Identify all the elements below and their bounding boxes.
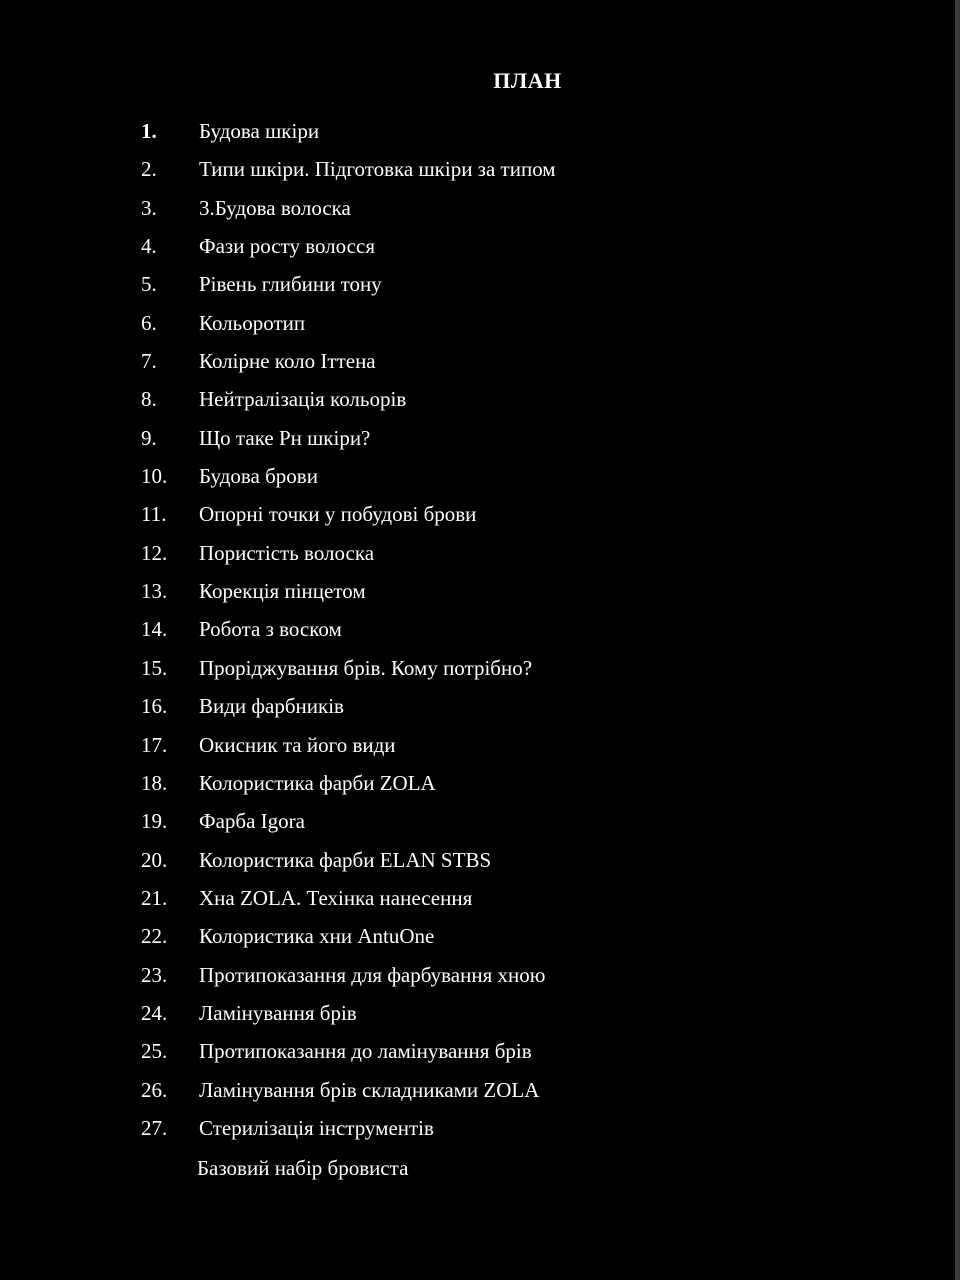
- list-item: [0, 457, 955, 495]
- item-label: Колірне коло Іттена: [199, 349, 376, 374]
- list-item: [0, 649, 955, 687]
- item-number: 26.: [141, 1077, 168, 1102]
- item-number: 18.: [141, 770, 168, 795]
- item-label: Протипоказання до ламінування брів: [199, 1039, 532, 1064]
- item-label: Типи шкіри. Підготовка шкіри за типом: [199, 157, 556, 182]
- item-number: 22.: [141, 924, 168, 949]
- item-label: Фази росту волосся: [199, 234, 375, 259]
- item-label: Нейтралізація кольорів: [199, 387, 407, 412]
- list-item: [0, 265, 955, 303]
- item-number: 16.: [141, 694, 168, 719]
- item-label: Колористика хни AntuOne: [199, 924, 435, 949]
- list-item: [0, 342, 955, 380]
- item-number: 2.: [141, 157, 157, 182]
- item-number: 10.: [141, 464, 168, 489]
- item-number: 4.: [141, 234, 157, 259]
- item-number: 6.: [141, 310, 157, 335]
- item-number: 5.: [141, 272, 157, 297]
- item-label: Робота з воском: [199, 617, 342, 642]
- list-item: [0, 534, 955, 572]
- item-label: Хна ZOLA. Техінка нанесення: [199, 885, 473, 910]
- item-label: Ламінування брів складниками ZOLA: [199, 1077, 540, 1102]
- item-number: 25.: [141, 1039, 168, 1064]
- list-item: [0, 150, 955, 188]
- item-number: 9.: [141, 425, 157, 450]
- item-label: Протипоказання для фарбування хною: [199, 962, 546, 987]
- item-number: 12.: [141, 540, 168, 565]
- item-number: 8.: [141, 387, 157, 412]
- item-label: Що таке Рн шкіри?: [199, 425, 371, 450]
- item-label: Будова брови: [199, 464, 318, 489]
- item-number: 23.: [141, 962, 168, 987]
- list-item: [0, 1071, 955, 1109]
- item-label: Пористість волоска: [199, 540, 375, 565]
- extra-line: Базовий набір бровиста: [197, 1156, 409, 1180]
- list-item: [0, 495, 955, 533]
- list-item: [0, 227, 955, 265]
- item-number: 3.: [141, 195, 157, 220]
- list-item: [0, 994, 955, 1032]
- item-number: 17.: [141, 732, 168, 757]
- list-item: [0, 917, 955, 955]
- item-label: Будова шкіри: [199, 119, 320, 143]
- item-number: 13.: [141, 579, 168, 604]
- plan-list: [0, 112, 955, 1147]
- item-label: Ламінування брів: [199, 1000, 357, 1025]
- list-item: [0, 764, 955, 802]
- item-label: 3.Будова волоска: [199, 195, 351, 220]
- list-item: [0, 304, 955, 342]
- list-item: [0, 1032, 955, 1070]
- item-number: 27.: [141, 1115, 168, 1140]
- list-item: [0, 879, 955, 917]
- item-number: 21.: [141, 885, 168, 910]
- item-label: Опорні точки у побудові брови: [199, 502, 477, 527]
- item-number: 19.: [141, 809, 168, 834]
- item-label: Колористика фарби ZOLA: [199, 770, 436, 795]
- list-item: [0, 610, 955, 648]
- list-item: [0, 687, 955, 725]
- item-number: 7.: [141, 349, 157, 374]
- item-number: 14.: [141, 617, 168, 642]
- item-number: 20.: [141, 847, 168, 872]
- item-label: Фарба Igora: [199, 809, 305, 834]
- item-label: Проріджування брів. Кому потрібно?: [199, 655, 533, 680]
- item-number: 11.: [141, 502, 167, 527]
- item-label: Окисник та його види: [199, 732, 396, 757]
- list-item: [0, 112, 955, 150]
- item-label: Види фарбників: [199, 694, 344, 719]
- item-label: Корекція пінцетом: [199, 579, 366, 604]
- list-item: [0, 189, 955, 227]
- list-item: [0, 419, 955, 457]
- list-item: [0, 802, 955, 840]
- list-item: [0, 956, 955, 994]
- item-number: 24.: [141, 1000, 168, 1025]
- item-label: Кольоротип: [199, 310, 306, 335]
- list-item: [0, 380, 955, 418]
- item-number: 1.: [141, 119, 157, 143]
- item-label: Стерилізація інструментів: [199, 1115, 434, 1140]
- list-item: [0, 726, 955, 764]
- list-item: [0, 841, 955, 879]
- page-title: ПЛАН: [493, 68, 562, 93]
- list-item: [0, 572, 955, 610]
- item-label: Рівень глибини тону: [199, 272, 382, 297]
- list-item: [0, 1109, 955, 1147]
- item-number: 15.: [141, 655, 168, 680]
- item-label: Колористика фарби ELAN STBS: [199, 847, 492, 872]
- screen-edge: [955, 0, 960, 1280]
